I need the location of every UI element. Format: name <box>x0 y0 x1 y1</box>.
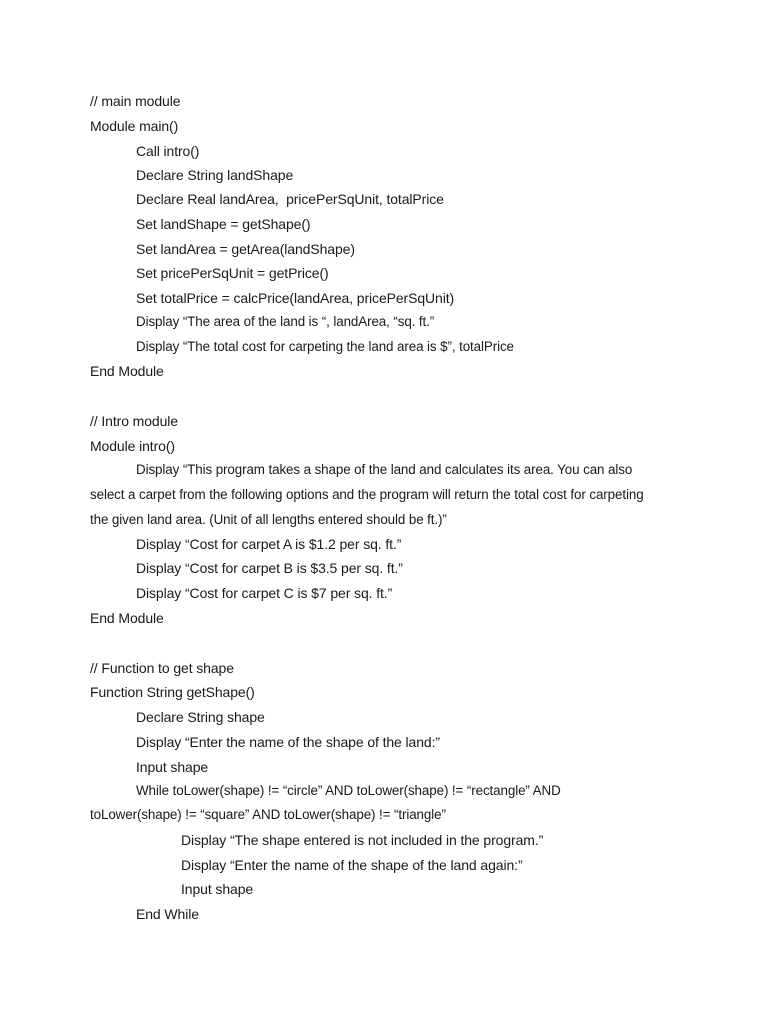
code-line: Set totalPrice = calcPrice(landArea, pricePerSqUnit) <box>136 290 455 306</box>
code-line: Call intro() <box>136 143 200 159</box>
main-module-header: Module main() <box>90 118 179 134</box>
intro-module-header: Module intro() <box>90 438 175 454</box>
main-module-end: End Module <box>90 363 164 379</box>
code-line: toLower(shape) != “square” AND toLower(shape) != “triangle” <box>90 807 446 822</box>
code-line: Declare String landShape <box>136 167 294 183</box>
intro-module-end: End Module <box>90 610 164 626</box>
main-module-comment: // main module <box>90 93 181 109</box>
code-line: Input shape <box>181 881 254 897</box>
code-line: Display “Cost for carpet A is $1.2 per sq. ft.” <box>136 536 402 552</box>
end-while: End While <box>136 906 199 922</box>
code-line: Input shape <box>136 759 209 775</box>
code-line: While toLower(shape) != “circle” AND toLower(shape) != “rectangle” AND <box>136 783 561 798</box>
code-line: Display “Cost for carpet C is $7 per sq. ft.” <box>136 585 393 601</box>
code-line: Declare Real landArea, pricePerSqUnit, totalPrice <box>136 191 444 207</box>
code-line: Display “Enter the name of the shape of the land:” <box>136 734 440 750</box>
code-line: Display “The shape entered is not included in the program.” <box>181 832 544 848</box>
get-shape-header: Function String getShape() <box>90 684 255 700</box>
get-shape-comment: // Function to get shape <box>90 660 234 676</box>
code-line: select a carpet from the following options and the program will return the total cost for carpeting <box>90 487 644 502</box>
code-line: Set pricePerSqUnit = getPrice() <box>136 265 329 281</box>
code-line: Declare String shape <box>136 709 265 725</box>
code-line: Display “The area of the land is “, landArea, “sq. ft.” <box>136 314 435 329</box>
code-line: Display “Enter the name of the shape of the land again:” <box>181 857 523 873</box>
code-line: Set landShape = getShape() <box>136 216 311 232</box>
code-line: Display “The total cost for carpeting the land area is $”, totalPrice <box>136 339 514 354</box>
code-line: Display “Cost for carpet B is $3.5 per sq. ft.” <box>136 560 403 576</box>
code-line: Set landArea = getArea(landShape) <box>136 241 355 257</box>
intro-module-comment: // Intro module <box>90 413 178 429</box>
code-line: Display “This program takes a shape of the land and calculates its area. You can also <box>136 462 633 477</box>
code-line: the given land area. (Unit of all lengths entered should be ft.)” <box>90 512 447 527</box>
